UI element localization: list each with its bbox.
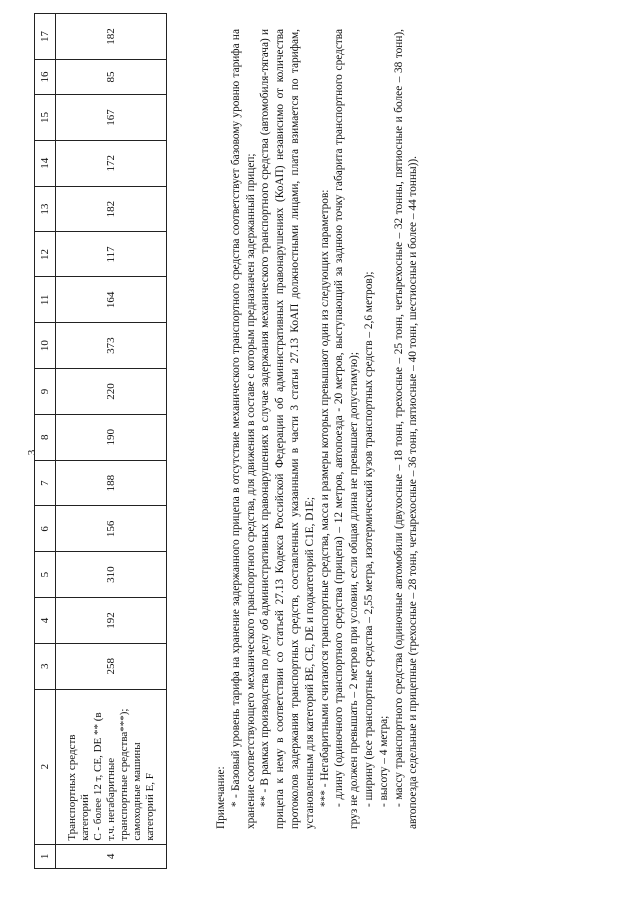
column-header: 17 [35, 14, 56, 60]
table-cell-value: 117 [56, 232, 167, 277]
description-line: Транспортных средств [65, 734, 78, 841]
table-cell-value: 188 [56, 460, 167, 506]
column-header: 7 [35, 460, 56, 506]
table-cell-value: 220 [56, 369, 167, 415]
note-paragraph: - ширину (все транспортные средства – 2,55 метра, изотермический кузов транспортных средств – 2,6 метров); [362, 271, 375, 807]
notes-title: Примечание: [215, 766, 227, 829]
description-line: категорий [78, 794, 91, 841]
column-header: 1 [35, 844, 56, 868]
table-cell-value: 258 [56, 643, 167, 689]
column-header: 5 [35, 552, 56, 598]
column-header: 3 [35, 643, 56, 689]
table-cell-value: 167 [56, 95, 167, 141]
column-header: 4 [35, 598, 56, 644]
table-cell-value: 156 [56, 506, 167, 552]
table-cell-value: 310 [56, 552, 167, 598]
note-paragraph: *** - Негабаритными считаются транспортные средства, масса и размеры которых превышают один из следующих параметров: [318, 189, 331, 807]
description-line: C - более 12 т, CE, DE ** (в [91, 712, 104, 841]
column-header: 9 [35, 369, 56, 415]
table-cell-value: 85 [56, 59, 167, 94]
table-cell-value: 172 [56, 140, 167, 186]
table-row [56, 14, 167, 869]
column-header: 2 [35, 689, 56, 844]
table-cell-value: 373 [56, 323, 167, 369]
table-cell-value: 182 [56, 14, 167, 60]
note-paragraph: - длину (одиночного транспортного средства (прицепа) – 12 метров, автопоезда - 20 метров, выступающий за заднюю точку габарита транспортного средства груз не должен превышать – 2 метров при условии, если общая длина не превышает допустимую); [333, 29, 361, 829]
tariff-table [34, 13, 167, 869]
column-header: 16 [35, 59, 56, 94]
description-line: транспортные средства***); [117, 708, 130, 841]
description-line: категорий E, F [143, 773, 156, 841]
description-line: т.ч. негабаритные [104, 757, 117, 841]
column-header: 6 [35, 506, 56, 552]
description-line: самоходные машины [130, 742, 143, 841]
table-cell-value: 190 [56, 414, 167, 460]
note-paragraph: ** - В рамках производства по делу об административных правонарушениях в случае задержания механического транспортного средства (автомобиля-тягача) и прицепа к нему в соответствии со статьей 27.13 Кодекса Российской Федерации об административных правонарушениях (КоАП) независимо от количества протоколов задержания транспортных средств, составленных указанными в части 3 статьи 27.13 КоАП должностными лицами, плата взимается по тарифам, установленным для категорий BE, CE, DE и подкатегорий C1E, D1E; [259, 29, 316, 829]
table-cell-value: 192 [56, 598, 167, 644]
column-header: 11 [35, 277, 56, 323]
column-header: 10 [35, 323, 56, 369]
note-paragraph: * - Базовый уровень тарифа на хранение задержанного прицепа в отсутствие механического транспортного средства соответствует базовому уровню тарифа на хранение соответствующего механического транспортного средства, для движения в составе с которым предназначен задержанный прицеп; [229, 29, 257, 829]
note-paragraph: - массу транспортного средства (одиночные автомобили (двухосные – 18 тонн, трехосные – 25 тонн, четырехосные – 32 тонны, пятиосные и более – 38 тонн), автопоезда седельные и прицепные (трехосные – 28 тонн, четырехосные – 36 тонн, пятиосные – 40 тонн, шестиосные и более – 44 тонны)). [392, 29, 420, 829]
column-header: 12 [35, 232, 56, 277]
page-number: 3 [26, 449, 38, 456]
column-header: 14 [35, 140, 56, 186]
table-cell-value: 164 [56, 277, 167, 323]
table-cell-value: 182 [56, 186, 167, 232]
note-paragraph: - высоту – 4 метра; [377, 715, 390, 807]
column-header: 15 [35, 95, 56, 141]
notes-section [214, 29, 421, 829]
row-description [56, 689, 167, 844]
row-number: 4 [56, 844, 167, 868]
table-header-row [35, 14, 56, 869]
column-header: 13 [35, 186, 56, 232]
column-header: 8 [35, 414, 56, 460]
